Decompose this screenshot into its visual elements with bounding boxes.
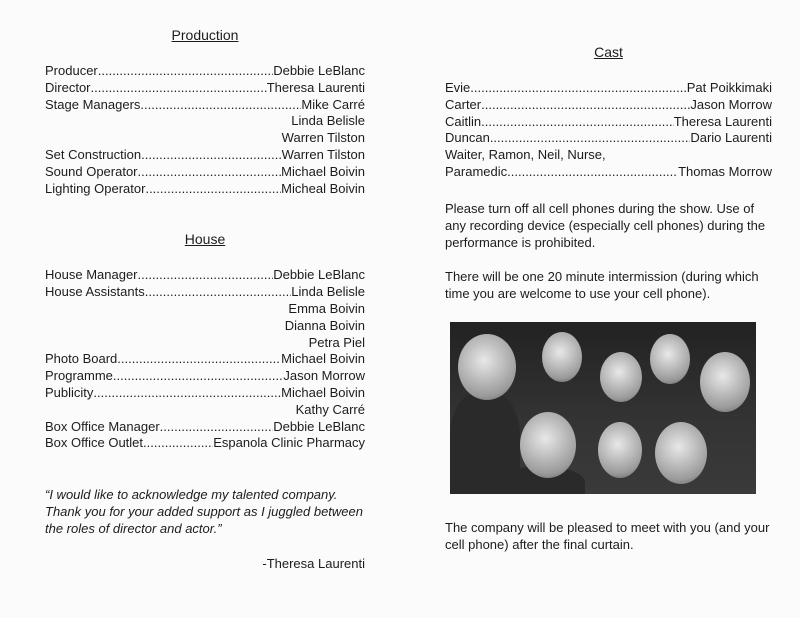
- credit-role: Duncan: [445, 130, 490, 146]
- credit-name: Espanola Clinic Pharmacy: [213, 435, 365, 451]
- house-section: [45, 230, 365, 452]
- credit-name: Jason Morrow: [283, 368, 365, 384]
- credit-name: Debbie LeBlanc: [273, 63, 365, 78]
- closing-message: The company will be pleased to meet with you (and your cell phone) after the final curtain.: [445, 519, 770, 552]
- credit-name: Warren Tilston: [281, 146, 365, 162]
- house-heading: House: [184, 231, 226, 248]
- credit-role: Sound Operator: [45, 163, 138, 179]
- credit-role: Director: [45, 79, 91, 95]
- credit-role: Stage Managers: [45, 96, 141, 112]
- left-page: [45, 26, 365, 571]
- dot-leader: [93, 385, 281, 402]
- house-credits: [45, 267, 365, 452]
- dot-leader: [141, 147, 282, 164]
- credit-row: [45, 351, 365, 368]
- credit-role: Carter: [445, 96, 482, 112]
- dot-leader: [145, 284, 292, 301]
- credit-row: [45, 181, 365, 198]
- credit-name: Debbie LeBlanc: [273, 418, 365, 434]
- credit-name: Michael Boivin: [281, 163, 365, 179]
- credit-role: Lighting Operator: [45, 180, 146, 196]
- credit-name: Warren Tilston: [281, 130, 365, 146]
- credit-row: [45, 267, 365, 284]
- credit-row: [45, 419, 365, 436]
- credit-name: Dianna Boivin: [284, 317, 365, 333]
- credit-role: Caitlin: [445, 113, 482, 129]
- photo-face: [655, 422, 707, 484]
- dot-leader: [140, 97, 301, 114]
- photo-face: [700, 352, 750, 412]
- cast-heading: Cast: [594, 44, 623, 60]
- credit-row: [445, 114, 772, 131]
- credit-role: Producer: [45, 63, 98, 78]
- credit-name: Emma Boivin: [288, 300, 365, 316]
- production-heading: Production: [171, 27, 239, 43]
- credit-name: Dario Laurenti: [690, 130, 772, 146]
- quote-signature: -Theresa Laurenti: [262, 556, 365, 572]
- dot-leader: [490, 130, 691, 147]
- credit-name: Theresa Laurenti: [673, 113, 772, 129]
- dot-leader: [145, 181, 281, 198]
- dot-leader: [98, 63, 273, 80]
- credit-row: [445, 147, 772, 164]
- credit-role: Publicity: [45, 384, 94, 400]
- credit-row: [45, 63, 365, 80]
- right-page: [445, 43, 772, 553]
- photo-face: [542, 332, 582, 382]
- credit-name: Michael Boivin: [281, 384, 365, 400]
- credit-row: [445, 97, 772, 114]
- credit-name: Kathy Carré: [295, 401, 365, 417]
- intermission-notice: There will be one 20 minute intermission (during which time you are welcome to use your cell phone).: [445, 268, 759, 301]
- credit-row: [45, 368, 365, 385]
- credit-name: Mike Carré: [301, 96, 365, 112]
- credit-row: [45, 80, 365, 97]
- credit-role: Paramedic: [445, 163, 508, 179]
- dot-leader: [507, 164, 678, 181]
- credit-row: [45, 301, 365, 318]
- dot-leader: [143, 435, 213, 452]
- credit-row: [45, 97, 365, 114]
- credit-name: Linda Belisle: [291, 113, 365, 129]
- credit-role: Programme: [45, 368, 113, 384]
- credit-row: [445, 164, 772, 181]
- credit-role: Set Construction: [45, 146, 142, 162]
- credit-row: [45, 113, 365, 130]
- credit-name: Jason Morrow: [690, 96, 772, 112]
- dot-leader: [481, 97, 690, 114]
- credit-name: Michael Boivin: [281, 351, 365, 367]
- cast-list: [445, 80, 772, 181]
- photo-face: [458, 334, 516, 400]
- dot-leader: [91, 80, 267, 97]
- dot-leader: [481, 114, 674, 131]
- dot-leader: [470, 80, 686, 97]
- credit-name: Debbie LeBlanc: [273, 267, 365, 283]
- credit-row: [45, 147, 365, 164]
- credit-row: [45, 164, 365, 181]
- credit-row: [445, 130, 772, 147]
- photo-face: [600, 352, 642, 402]
- credit-role: Waiter, Ramon, Neil, Nurse,: [445, 147, 606, 163]
- credit-role: House Manager: [45, 267, 138, 283]
- credit-name: Micheal Boivin: [281, 180, 365, 196]
- phones-notice: Please turn off all cell phones during the show. Use of any recording device (especially cell phones) during the performance is prohibited.: [445, 200, 766, 250]
- dot-leader: [138, 164, 282, 181]
- dot-leader: [160, 419, 274, 436]
- director-quote: “I would like to acknowledge my talented company. Thank you for your added support as I juggled between the roles of director and actor.”: [45, 487, 363, 537]
- credit-role: House Assistants: [45, 284, 145, 300]
- dot-leader: [138, 267, 274, 284]
- credit-role: Photo Board: [45, 351, 118, 367]
- credit-name: Theresa Laurenti: [266, 79, 365, 95]
- dot-leader: [113, 368, 283, 385]
- photo-face: [520, 412, 576, 478]
- photo-face: [598, 422, 642, 478]
- credit-row: [45, 435, 365, 452]
- photo-face: [650, 334, 690, 384]
- dot-leader: [117, 351, 281, 368]
- credit-row: [45, 318, 365, 335]
- company-photo: [450, 322, 756, 494]
- credit-name: Linda Belisle: [291, 284, 365, 300]
- credit-row: [45, 385, 365, 402]
- credit-role: Box Office Manager: [45, 418, 160, 434]
- production-credits: [45, 63, 365, 197]
- credit-name: Pat Poikkimaki: [686, 80, 772, 95]
- credit-name: Petra Piel: [308, 334, 365, 350]
- credit-name: Thomas Morrow: [678, 163, 772, 179]
- credit-row: [45, 402, 365, 419]
- credit-role: Box Office Outlet: [45, 435, 144, 451]
- credit-row: [445, 80, 772, 97]
- credit-role: Evie: [445, 80, 471, 95]
- credit-row: [45, 284, 365, 301]
- credit-row: [45, 335, 365, 352]
- credit-row: [45, 130, 365, 147]
